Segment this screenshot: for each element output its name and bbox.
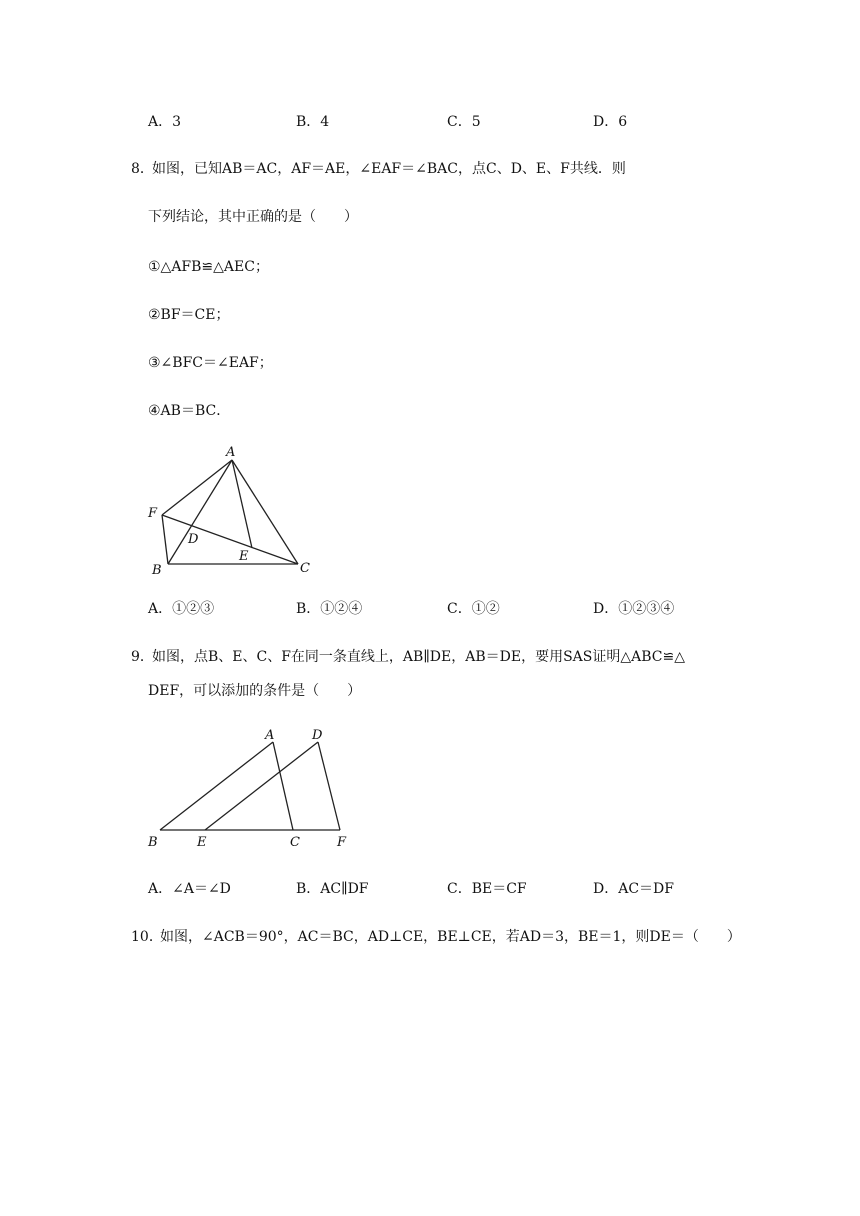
q9-segment-DE <box>205 742 318 830</box>
q7-option-b[interactable]: B．4 <box>296 114 330 130</box>
q9-label-B: B <box>148 835 158 850</box>
q10-stem: 如图，∠ACB＝90°，AC＝BC，AD⊥CE，BE⊥CE，若AD＝3，BE＝1，则DE＝（ ） <box>160 929 741 945</box>
q9-stem-line1: 如图，点B、E、C、F在同一条直线上，AB∥DE，AB＝DE，要用SAS证明△ABC≌△ <box>152 649 686 665</box>
q10-number: 10． <box>131 929 163 945</box>
q9-label-E: E <box>197 835 207 850</box>
q9-option-c[interactable]: C．BE＝CF <box>447 881 527 897</box>
q8-number: 8． <box>131 161 154 177</box>
q8-segment-FB <box>162 515 168 564</box>
q9-label-D: D <box>312 728 323 743</box>
q8-label-E: E <box>239 549 249 564</box>
q9-number: 9． <box>131 649 154 665</box>
q7-option-a[interactable]: A．3 <box>148 114 182 130</box>
q8-segment-AB <box>168 460 232 564</box>
q9-segment-DF <box>318 742 340 830</box>
q8-segment-AE <box>232 460 252 548</box>
q8-label-A: A <box>226 445 236 460</box>
q8-option-a[interactable]: A．①②③ <box>148 601 215 617</box>
q8-option-d[interactable]: D．①②③④ <box>593 601 675 617</box>
q9-option-a[interactable]: A．∠A＝∠D <box>148 881 231 897</box>
q8-label-B: B <box>152 563 162 578</box>
q9-label-F: F <box>337 835 347 850</box>
q9-segment-AB <box>160 742 273 830</box>
q8-label-C: C <box>300 561 310 576</box>
q7-option-c[interactable]: C．5 <box>447 114 481 130</box>
q8-statement-4: ④AB＝BC． <box>148 403 231 419</box>
q9-option-b[interactable]: B．AC∥DF <box>296 881 369 897</box>
q9-label-A: A <box>265 728 275 743</box>
q8-option-b[interactable]: B．①②④ <box>296 601 363 617</box>
q8-segment-AF <box>162 460 232 515</box>
q9-stem-line2: DEF，可以添加的条件是（ ） <box>148 683 362 699</box>
q8-label-F: F <box>148 506 158 521</box>
q8-statement-3: ③∠BFC＝∠EAF； <box>148 355 273 371</box>
q7-option-d[interactable]: D．6 <box>593 114 628 130</box>
q8-statement-2: ②BF＝CE； <box>148 307 230 323</box>
q9-segment-AC <box>273 742 293 830</box>
q8-option-c[interactable]: C．①② <box>447 601 500 617</box>
q8-label-D: D <box>188 532 199 547</box>
q9-option-d[interactable]: D．AC＝DF <box>593 881 674 897</box>
q9-label-C: C <box>290 835 300 850</box>
q8-stem-line1: 如图，已知AB＝AC，AF＝AE，∠EAF＝∠BAC，点C、D、E、F共线．则 <box>152 161 626 177</box>
q9-geometry-figure <box>140 720 360 852</box>
q8-geometry-figure <box>140 440 330 580</box>
q8-statement-1: ①△AFB≌△AEC； <box>148 259 269 275</box>
q8-stem-line2: 下列结论，其中正确的是（ ） <box>148 209 358 225</box>
